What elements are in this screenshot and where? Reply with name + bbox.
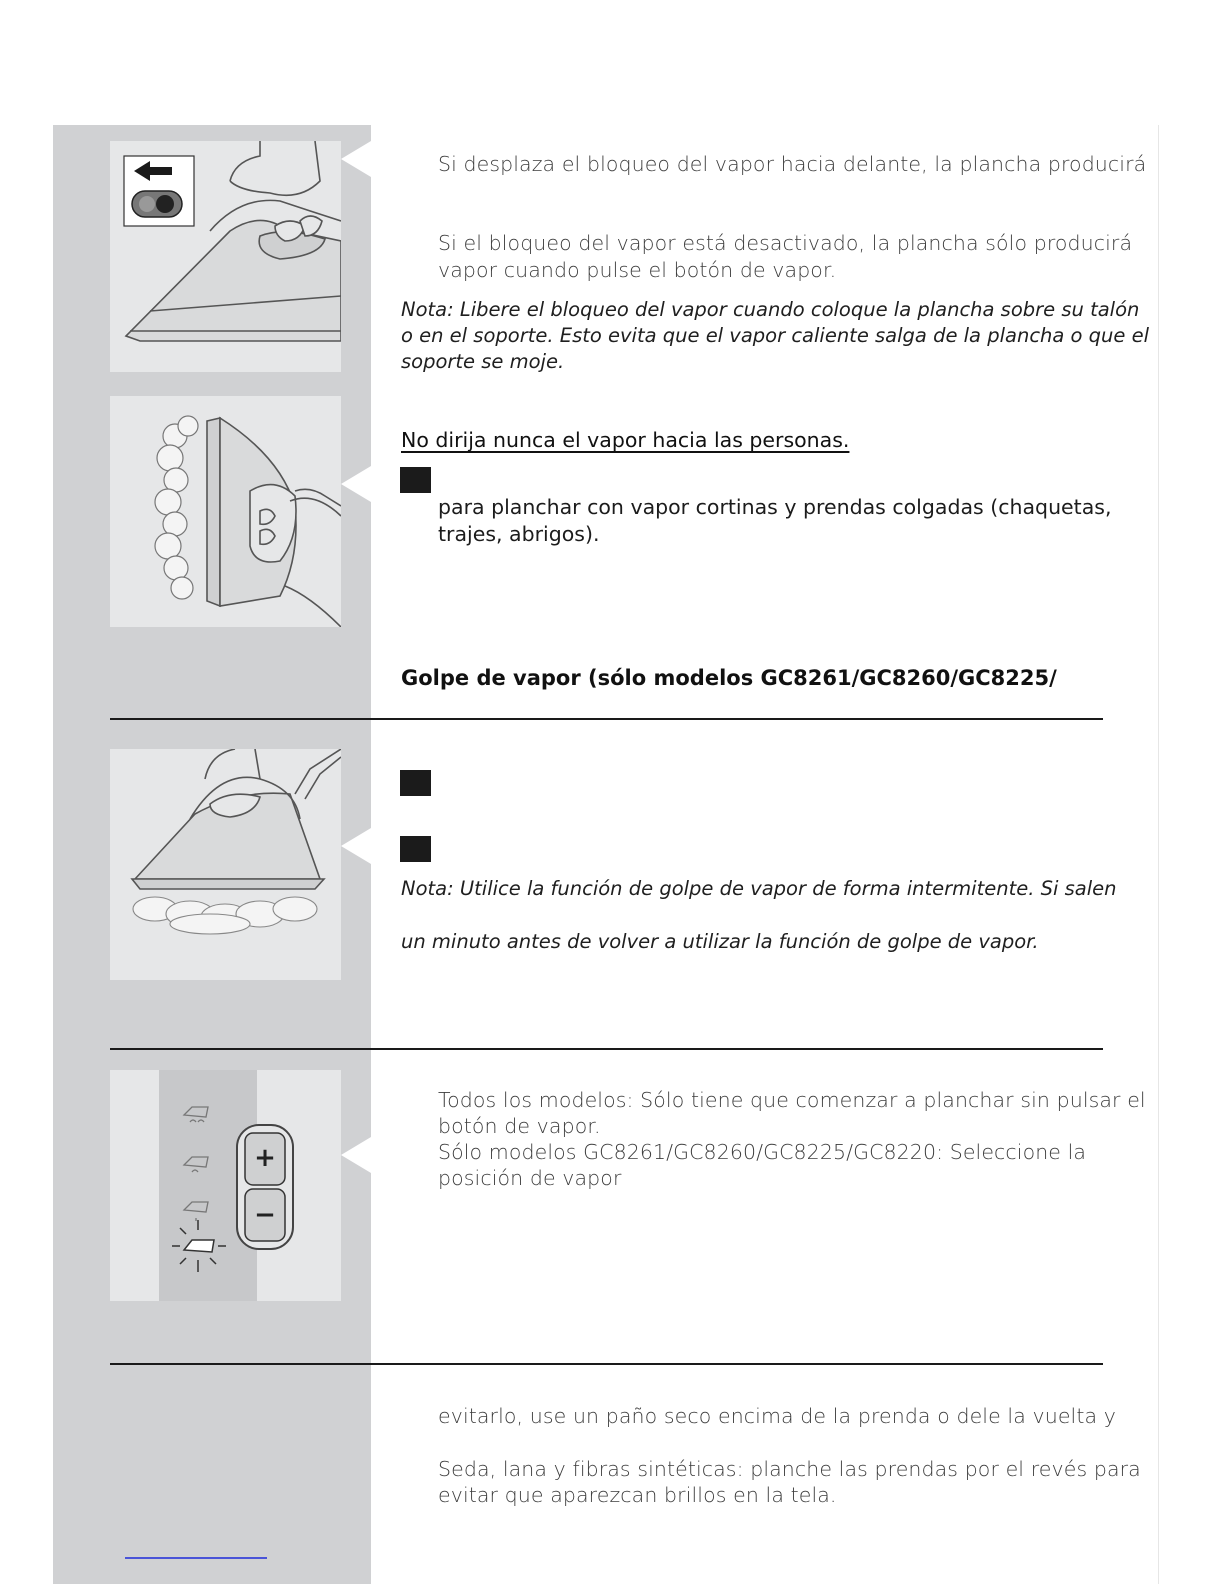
section-divider bbox=[110, 1048, 1103, 1050]
section-divider bbox=[110, 1363, 1103, 1365]
step-number-box bbox=[400, 770, 431, 796]
steam-control-drawing bbox=[110, 1070, 341, 1301]
footer-link-underline[interactable] bbox=[125, 1557, 267, 1559]
steam-lock-inset bbox=[124, 156, 194, 226]
tips-text-2: Seda, lana y fibras sintéticas: planche las prendas por el revés para bbox=[438, 1457, 1141, 1481]
step-number-box bbox=[400, 467, 431, 493]
page-edge bbox=[1158, 125, 1159, 1584]
dry-text-3: Sólo modelos GC8261/GC8260/GC8225/GC8220: Seleccione la bbox=[438, 1140, 1087, 1164]
vertical-steam-illustration bbox=[110, 396, 341, 627]
steam-lock-note-3: soporte se moje. bbox=[401, 350, 565, 373]
panel-pointer bbox=[341, 828, 371, 864]
minus-label: − bbox=[254, 1200, 276, 1230]
steam-warning: No dirija nunca el vapor hacia las personas. bbox=[401, 428, 850, 452]
steam-lock-text-2: Si el bloqueo del vapor está desactivado, la plancha sólo producirá bbox=[438, 231, 1133, 255]
section-divider bbox=[110, 718, 1103, 720]
iron-vertical-drawing bbox=[110, 396, 341, 627]
steam-lock-illustration bbox=[110, 141, 341, 372]
tips-text-3: evitar que aparezcan brillos en la tela. bbox=[438, 1483, 837, 1507]
vertical-text-1: para planchar con vapor cortinas y prendas colgadas (chaquetas, bbox=[438, 495, 1112, 519]
iron-steam-lock-drawing bbox=[110, 141, 341, 372]
shot-of-steam-illustration bbox=[110, 749, 341, 980]
steam-lock-text-1: Si desplaza el bloqueo del vapor hacia delante, la plancha producirá bbox=[438, 152, 1147, 176]
iron-shot-steam-drawing bbox=[110, 749, 341, 980]
steam-lock-note-1: Nota: Libere el bloqueo del vapor cuando coloque la plancha sobre su talón bbox=[401, 298, 1140, 321]
step-number-box bbox=[400, 836, 431, 862]
plus-label: + bbox=[254, 1143, 276, 1173]
panel-pointer bbox=[341, 466, 371, 502]
steam-lock-note-2: o en el soporte. Esto evita que el vapor caliente salga de la plancha o que el bbox=[401, 324, 1150, 347]
steam-lock-text-3: vapor cuando pulse el botón de vapor. bbox=[438, 258, 837, 282]
dry-text-1: Todos los modelos: Sólo tiene que comenzar a planchar sin pulsar el bbox=[438, 1088, 1146, 1112]
tips-text-1: evitarlo, use un paño seco encima de la prenda o dele la vuelta y bbox=[438, 1404, 1116, 1428]
shot-of-steam-heading: Golpe de vapor (sólo modelos GC8261/GC8260/GC8225/ bbox=[401, 666, 1057, 690]
panel-pointer bbox=[341, 141, 371, 177]
panel-pointer bbox=[341, 1137, 371, 1173]
shot-note-1: Nota: Utilice la función de golpe de vapor de forma intermitente. Si salen bbox=[401, 877, 1117, 900]
vertical-text-2: trajes, abrigos). bbox=[438, 522, 600, 546]
dry-text-4: posición de vapor bbox=[438, 1166, 622, 1190]
dry-text-2: botón de vapor. bbox=[438, 1114, 601, 1138]
steam-control-illustration bbox=[110, 1070, 341, 1301]
shot-note-2: un minuto antes de volver a utilizar la función de golpe de vapor. bbox=[401, 930, 1039, 953]
